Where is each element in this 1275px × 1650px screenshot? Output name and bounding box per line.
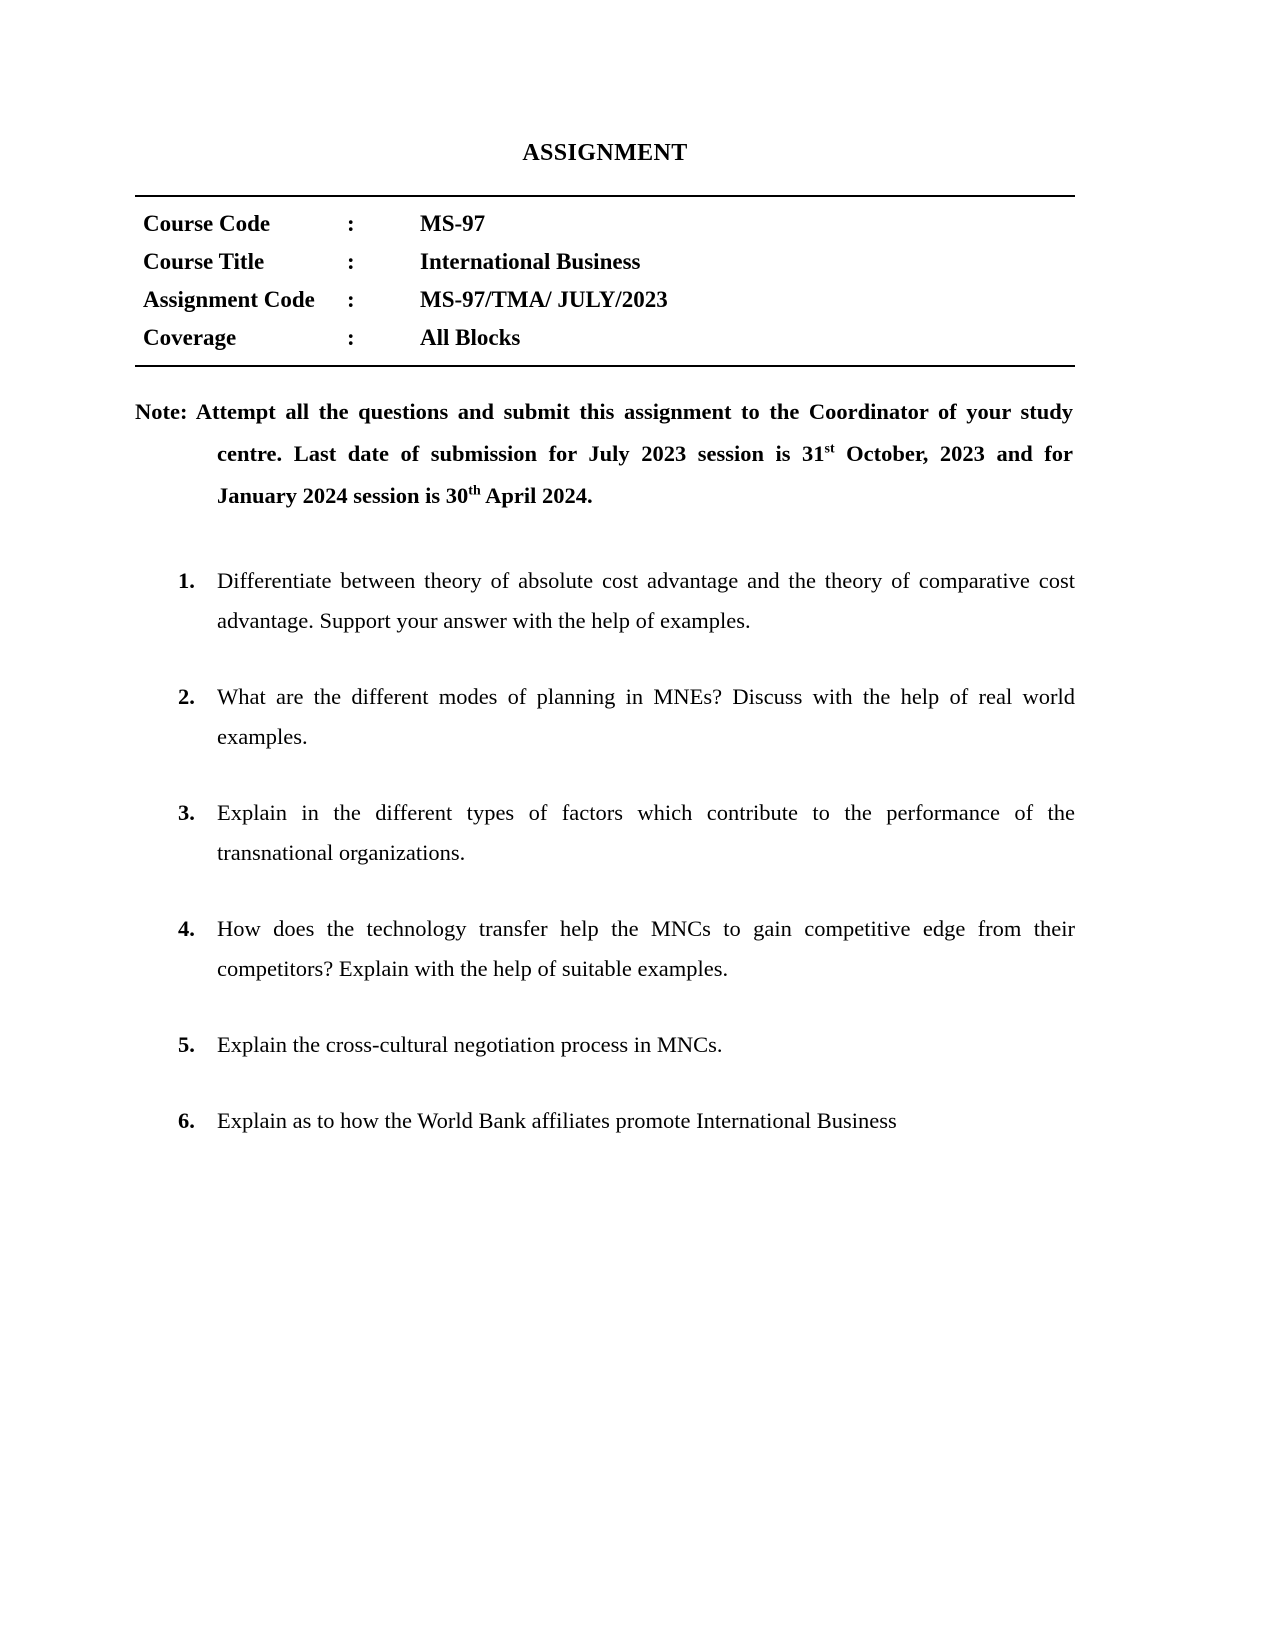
note-text-part3: April 2024. — [480, 483, 593, 509]
question-number-2: 2. — [178, 684, 195, 710]
table-row — [135, 242, 1075, 280]
course-info-table — [135, 195, 1075, 367]
info-separator: : — [347, 248, 355, 274]
page-content — [135, 0, 1075, 1177]
question-text-4: How does the technology transfer help the MNCs to gain competitive edge from their competitors? Explain with the help of suitable examples. — [217, 916, 1075, 982]
info-value-course-title: International Business — [420, 248, 641, 274]
info-label-course-title: Course Title — [143, 248, 265, 274]
note-superscript-st: st — [824, 441, 835, 457]
list-item — [178, 793, 1075, 873]
question-text-1: Differentiate between theory of absolute cost advantage and the theory of comparative cost advantage. Support your answer with the help of examples. — [217, 567, 1075, 633]
note-superscript-th: th — [468, 483, 481, 499]
list-item — [178, 1101, 1075, 1141]
question-number-3: 3. — [178, 800, 195, 826]
table-row — [135, 204, 1075, 242]
question-text-6: Explain as to how the World Bank affiliates promote International Business — [217, 1108, 897, 1134]
question-number-1: 1. — [178, 567, 195, 593]
questions-list — [135, 561, 1075, 1141]
question-text-2: What are the different modes of planning in MNEs? Discuss with the help of real world examples. — [217, 684, 1075, 750]
info-label-assignment-code: Assignment Code — [143, 286, 315, 312]
submission-note — [135, 391, 1075, 517]
info-label-course-code: Course Code — [143, 210, 271, 236]
info-separator: : — [347, 286, 355, 312]
note-text-part1: Attempt all the questions and submit this assignment to the Coordinator of your study centre. Last date of submission for July 2023 session is 31 — [195, 399, 1073, 467]
table-row — [135, 318, 1075, 356]
list-item — [178, 909, 1075, 989]
table-row — [135, 280, 1075, 318]
info-label-coverage: Coverage — [143, 324, 237, 350]
list-item — [178, 561, 1075, 641]
info-separator: : — [347, 324, 355, 350]
info-separator: : — [347, 210, 355, 236]
question-text-3: Explain in the different types of factors which contribute to the performance of the transnational organizations. — [217, 800, 1075, 866]
list-item — [178, 677, 1075, 757]
list-item — [178, 1025, 1075, 1065]
info-value-coverage: All Blocks — [420, 324, 521, 350]
note-prefix: Note: — [135, 399, 188, 425]
question-text-5: Explain the cross-cultural negotiation process in MNCs. — [217, 1032, 723, 1058]
info-value-assignment-code: MS-97/TMA/ JULY/2023 — [420, 286, 668, 312]
page-title: ASSIGNMENT — [522, 140, 688, 166]
note-text-part2: October, 2023 and for January 2024 session is 30 — [217, 441, 1073, 509]
question-number-6: 6. — [178, 1108, 195, 1134]
question-number-5: 5. — [178, 1032, 195, 1058]
question-number-4: 4. — [178, 916, 195, 942]
info-value-course-code: MS-97 — [420, 210, 486, 236]
